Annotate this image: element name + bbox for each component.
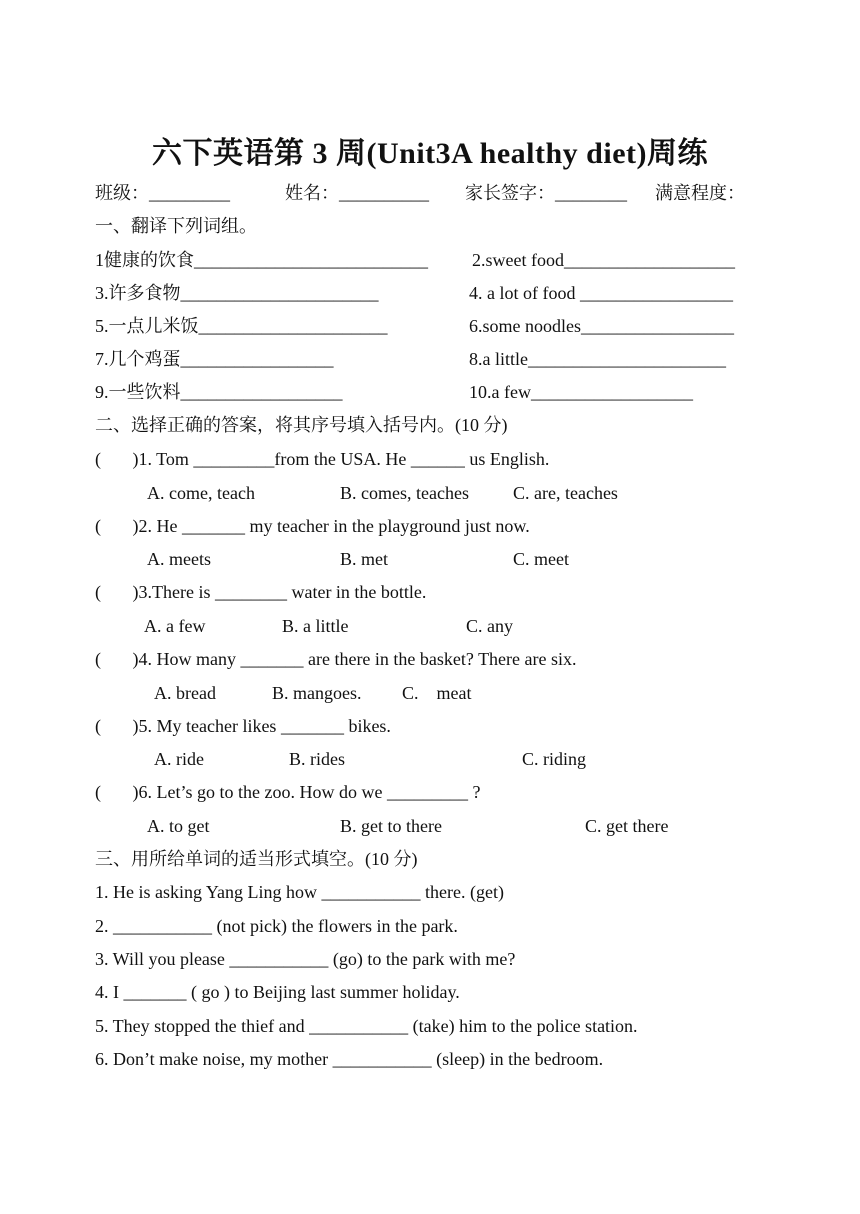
translate-item: 5.一点儿米饭_____________________	[95, 316, 388, 336]
question-stem: ( )6. Let’s go to the zoo. How do we _________ ?	[95, 782, 481, 802]
section2-heading: 二、选择正确的答案，将其序号填入括号内。(10 分)	[95, 415, 508, 435]
question-stem: ( )3.There is ________ water in the bottle.	[95, 582, 427, 602]
section3-heading: 三、用所给单词的适当形式填空。(10 分)	[95, 849, 418, 869]
fill-in-item: 3. Will you please ___________ (go) to the park with me?	[95, 949, 516, 969]
translate-item: 10.a few__________________	[469, 382, 693, 402]
satisfaction-field: 满意程度：	[655, 183, 745, 203]
option-c: C. meet	[513, 549, 569, 569]
parent-signature-field: 家长签字：________	[465, 183, 627, 203]
fill-in-item: 6. Don’t make noise, my mother ___________ (sleep) in the bedroom.	[95, 1049, 604, 1069]
option-b: B. mangoes.	[272, 683, 362, 703]
option-a: A. a few	[144, 616, 206, 636]
option-b: B. met	[340, 549, 388, 569]
question-stem: ( )1. Tom _________from the USA. He ______ us English.	[95, 449, 550, 469]
translate-item: 3.许多食物______________________	[95, 283, 379, 303]
option-a: A. bread	[154, 683, 216, 703]
class-field: 班级：_________	[95, 183, 230, 203]
fill-in-item: 2. ___________ (not pick) the flowers in the park.	[95, 916, 458, 936]
option-b: B. comes, teaches	[340, 483, 469, 503]
option-c: C. meat	[402, 683, 472, 703]
fill-in-item: 4. I _______ ( go ) to Beijing last summer holiday.	[95, 982, 460, 1002]
translate-item: 6.some noodles_________________	[469, 316, 734, 336]
fill-in-item: 5. They stopped the thief and ___________ (take) him to the police station.	[95, 1016, 638, 1036]
translate-item: 8.a little______________________	[469, 349, 726, 369]
option-b: B. rides	[289, 749, 345, 769]
option-c: C. get there	[585, 816, 669, 836]
option-b: B. get to there	[340, 816, 442, 836]
option-a: A. ride	[154, 749, 204, 769]
question-stem: ( )2. He _______ my teacher in the playground just now.	[95, 516, 530, 536]
page-title: 六下英语第 3 周(Unit3A healthy diet)周练	[152, 137, 708, 170]
question-stem: ( )4. How many _______ are there in the basket? There are six.	[95, 649, 577, 669]
name-field: 姓名：__________	[285, 183, 429, 203]
option-a: A. come, teach	[147, 483, 255, 503]
translate-item: 4. a lot of food _________________	[469, 283, 733, 303]
translate-item: 9.一些饮料__________________	[95, 382, 343, 402]
option-c: C. are, teaches	[513, 483, 618, 503]
option-a: A. to get	[147, 816, 210, 836]
option-b: B. a little	[282, 616, 349, 636]
translate-item: 1健康的饮食__________________________	[95, 250, 428, 270]
option-c: C. riding	[522, 749, 587, 769]
question-stem: ( )5. My teacher likes _______ bikes.	[95, 716, 391, 736]
option-a: A. meets	[147, 549, 211, 569]
translate-item: 2.sweet food___________________	[472, 250, 735, 270]
section1-heading: 一、翻译下列词组。	[95, 216, 257, 236]
fill-in-item: 1. He is asking Yang Ling how ___________ there. (get)	[95, 882, 504, 902]
option-c: C. any	[466, 616, 513, 636]
translate-item: 7.几个鸡蛋_________________	[95, 349, 334, 369]
